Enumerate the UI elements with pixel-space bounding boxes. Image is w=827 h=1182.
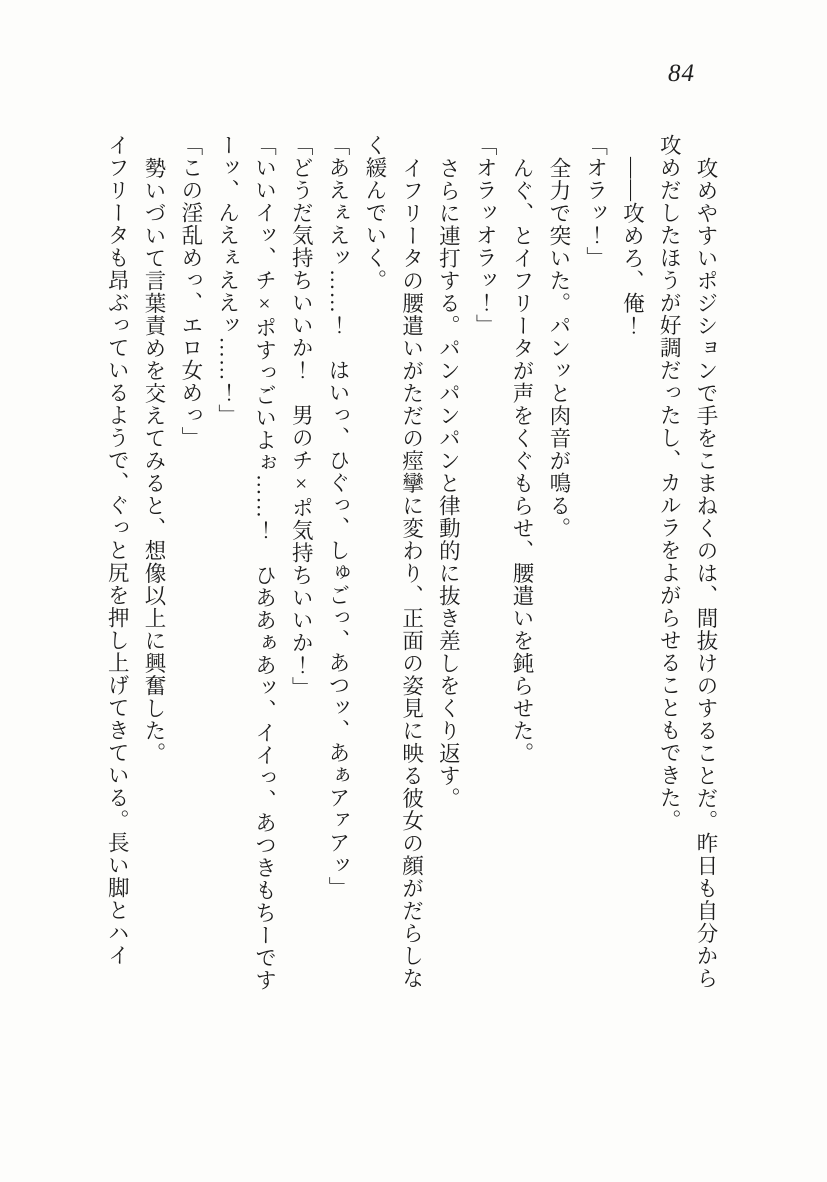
text-line: 全力で突いた。パンッと肉音が鳴る。 xyxy=(546,156,571,539)
text-line: さらに連打する。パンパンパンと律動的に抜き差しをくり返す。 xyxy=(436,156,461,809)
text-block xyxy=(96,134,724,1044)
text-line: 勢いづいて言葉責めを交えてみると、想像以上に興奮した。 xyxy=(142,156,167,764)
text-line: イフリータの腰遣いがただの痙攣に変わり、正面の姿見に映る彼女の顔がだらしな xyxy=(399,156,424,989)
text-line: ーッ、んえぇええッ……！」 xyxy=(215,134,240,427)
text-line: ――攻めろ、俺！ xyxy=(620,156,645,337)
text-line: 「オラッオラッ！」 xyxy=(473,134,498,337)
page-number: 84 xyxy=(668,60,695,87)
text-line: 「いいイッ、チ×ポすっごいよぉ……！ ひああぁあッ、イイっ、あつきもちーです xyxy=(252,134,277,992)
text-line: イフリータも昂ぶっているようで、ぐっと尻を押し上げてきている。長い脚とハイ xyxy=(105,134,130,967)
text-line: 攻めだしたほうが好調だったし、カルラをよがらせることもできた。 xyxy=(657,134,682,832)
text-line: 「オラッ！」 xyxy=(583,134,608,269)
text-line: 攻めやすいポジションで手をこまねくのは、間抜けのすることだ。昨日も自分から xyxy=(694,156,718,989)
text-line: 「あえぇえッ……！ はいっ、ひぐっ、しゅごっ、あつッ、あぁアァアッ」 xyxy=(326,134,351,899)
text-line: 「どうだ気持ちいいか！ 男のチ×ポ気持ちいいか！」 xyxy=(289,134,314,699)
text-line: んぐ、とイフリータが声をくぐもらせ、腰遣いを鈍らせた。 xyxy=(510,156,535,764)
text-line: く緩んでいく。 xyxy=(362,134,387,292)
text-line: 「この淫乱めっ、エロ女めっ」 xyxy=(178,134,203,449)
